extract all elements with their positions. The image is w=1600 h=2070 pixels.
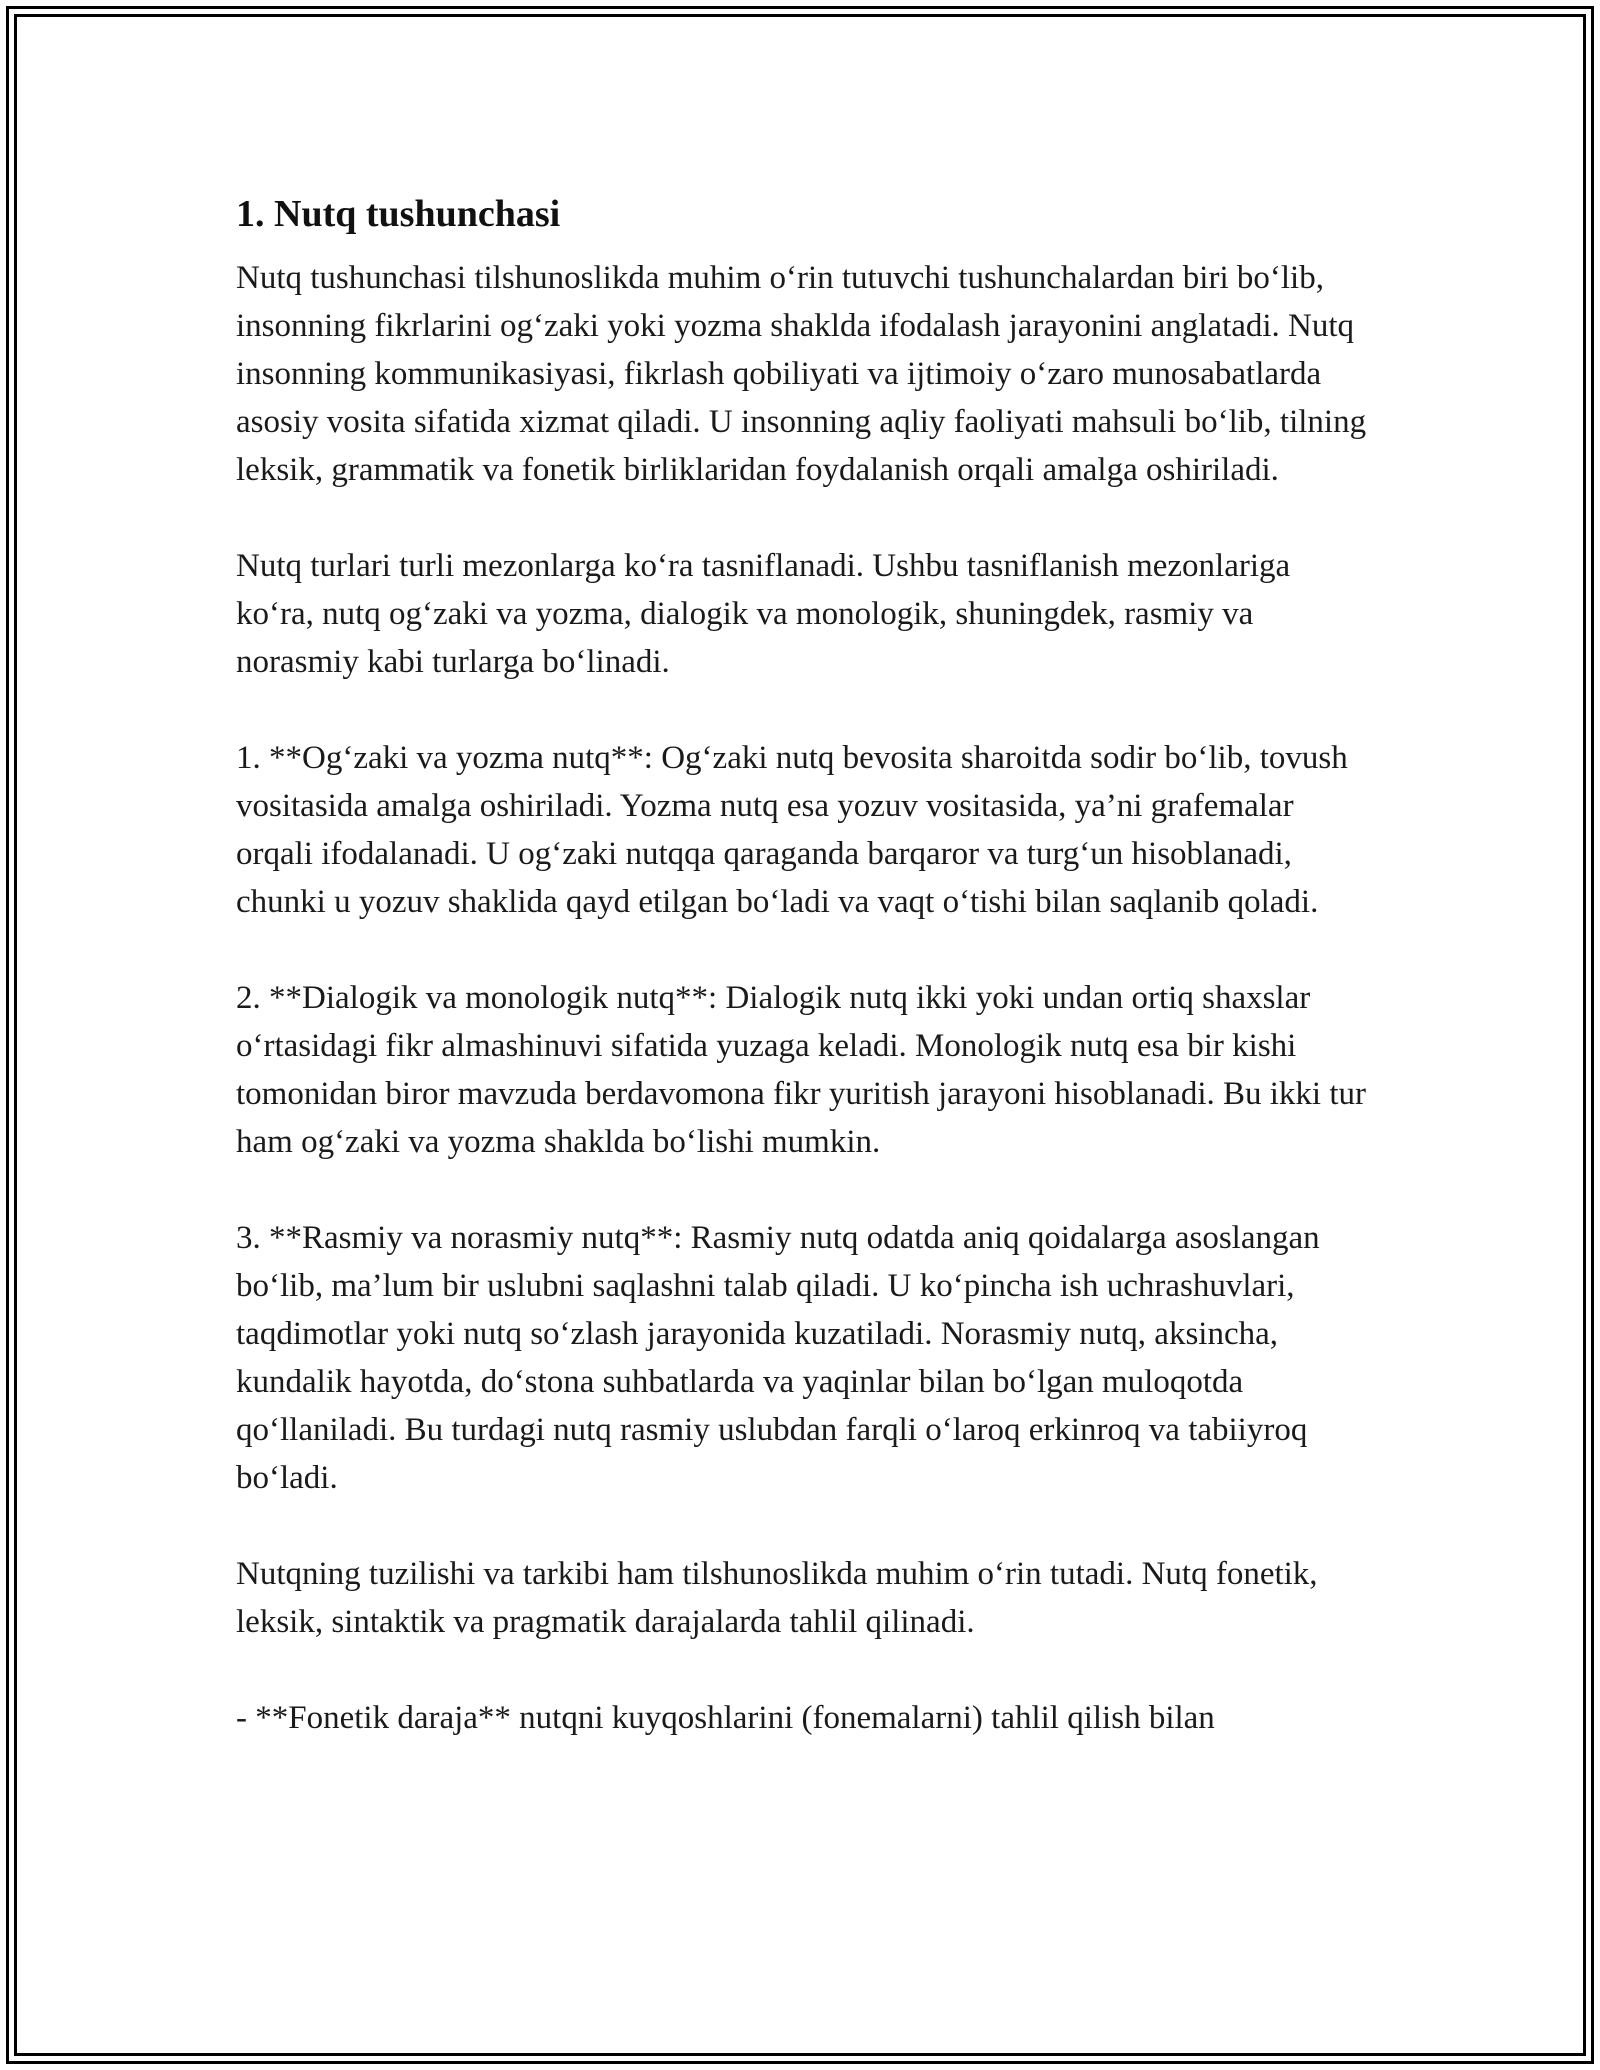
paragraph-structure: Nutqning tuzilishi va tarkibi ham tilshunoslikda muhim o‘rin tutadi. Nutq fonetik, leksik, sintaktik va pragmatik darajalarda tahlil qilinadi. — [236, 1556, 1318, 1640]
paragraph-dialogic-monologic: 2. **Dialogik va monologik nutq**: Dialogik nutq ikki yoki undan ortiq shaxslar o‘rtasidagi fikr almashinuvi sifatida yuzaga keladi. Monologik nutq esa bir kishi tomonidan biror mavzuda berdavomona fikr yuritish jarayoni hisoblanadi. Bu ikki tur ham og‘zaki va yozma shaklda bo‘lishi mumkin. — [236, 980, 1367, 1160]
paragraph-oral-written: 1. **Og‘zaki va yozma nutq**: Og‘zaki nutq bevosita sharoitda sodir bo‘lib, tovush vositasida amalga oshiriladi. Yozma nutq esa yozuv vositasida, ya’ni grafemalar orqali ifodalanadi. U og‘zaki nutqqa qaraganda barqaror va turg‘un hisoblanadi, chunki u yozuv shaklida qayd etilgan bo‘ladi va vaqt o‘tishi bilan saqlanib qoladi. — [236, 740, 1348, 920]
section-heading: 1. Nutq tushunchasi — [236, 193, 561, 235]
paragraph-definition: Nutq tushunchasi tilshunoslikda muhim o‘rin tutuvchi tushunchalardan biri bo‘lib, insonning fikrlarini og‘zaki yoki yozma shaklda ifodalash jarayonini anglatadi. Nutq insonning kommunikasiyasi, fikrlash qobiliyati va ijtimoiy o‘zaro munosabatlarda asosiy vosita sifatida xizmat qiladi. U insonning aqliy faoliyati mahsuli bo‘lib, tilning leksik, grammatik va fonetik birliklaridan foydalanish orqali amalga oshiriladi. — [236, 260, 1367, 488]
document-body — [236, 186, 1376, 1790]
paragraph-phonetic-level: - **Fonetik daraja** nutqni kuyqoshlarini (fonemalarni) tahlil qilish bilan — [236, 1700, 1215, 1736]
paragraph-classification: Nutq turlari turli mezonlarga ko‘ra tasniflanadi. Ushbu tasniflanish mezonlariga ko‘ra, nutq og‘zaki va yozma, dialogik va monologik, shuningdek, rasmiy va norasmiy kabi turlarga bo‘linadi. — [236, 548, 1291, 680]
paragraph-formal-informal: 3. **Rasmiy va norasmiy nutq**: Rasmiy nutq odatda aniq qoidalarga asoslangan bo‘lib, ma’lum bir uslubni saqlashni talab qiladi. U ko‘pincha ish uchrashuvlari, taqdimotlar yoki nutq so‘zlash jarayonida kuzatiladi. Norasmiy nutq, aksincha, kundalik hayotda, do‘stona suhbatlarda va yaqinlar bilan bo‘lgan muloqotda qo‘llaniladi. Bu turdagi nutq rasmiy uslubdan farqli o‘laroq erkinroq va tabiiyroq bo‘ladi. — [236, 1220, 1320, 1496]
